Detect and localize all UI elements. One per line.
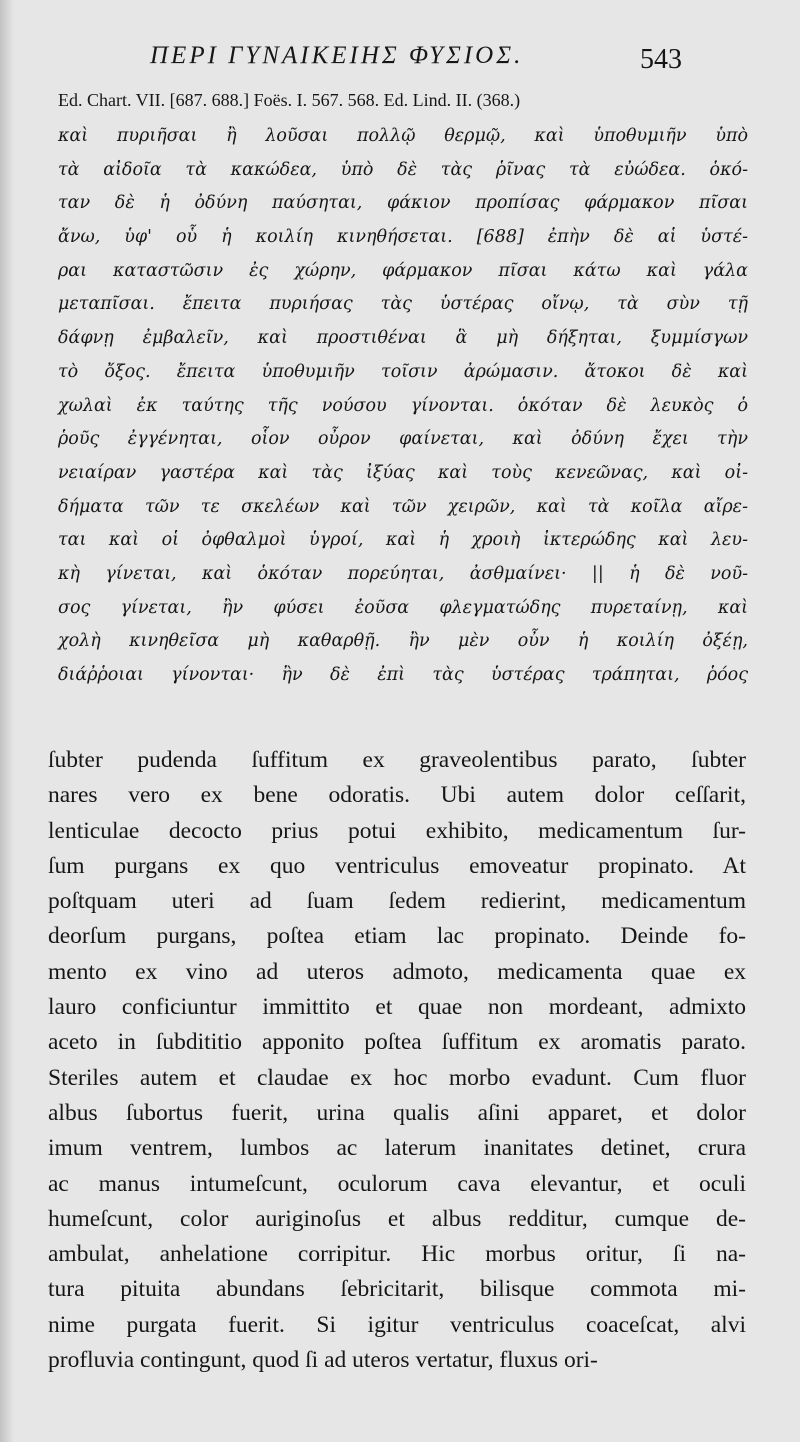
latin-text-line: albus ſubortus fuerit, urina qualis aſini apparet, et dolor: [48, 1099, 746, 1126]
greek-text-line: τὰ αἰδοῖα τὰ κακώδεα, ὑπὸ δὲ τὰς ῥῖνας τὰ εὐώδεα. ὁκό-: [58, 159, 748, 180]
latin-text-line: imum ventrem, lumbos ac laterum inanitates detinet, crura: [48, 1135, 746, 1162]
latin-text-line: ambulat, anhelatione corripitur. Hic morbus oritur, ſi na-: [48, 1241, 746, 1268]
latin-text-line: poſtquam uteri ad ſuam ſedem redierint, medicamentum: [48, 888, 746, 915]
latin-text-line: profluvia contingunt, quod ſi ad uteros vertatur, fluxus ori-: [48, 1347, 598, 1374]
greek-text-line: δήματα τῶν τε σκελέων καὶ τῶν χειρῶν, καὶ τὰ κοῖλα αἴρε-: [58, 496, 748, 517]
greek-text-block: [58, 120, 748, 693]
greek-text-line: κὴ γίνεται, καὶ ὁκόταν πορεύηται, ἀσθμαίνει· || ἡ δὲ νοῦ-: [58, 563, 748, 584]
greek-text-line: σος γίνεται, ἢν φύσει ἐοῦσα φλεγματώδης πυρεταίνῃ, καὶ: [58, 597, 748, 618]
latin-text-line: deorſum purgans, poſtea etiam lac propinato. Deinde fo-: [48, 923, 746, 950]
latin-text-line: tura pituita abundans ſebricitarit, bilisque commota mi-: [48, 1276, 746, 1303]
greek-text-line: χολὴ κινηθεῖσα μὴ καθαρθῇ. ἢν μὲν οὖν ἡ κοιλίη ὀξέῃ,: [58, 631, 748, 652]
latin-text-line: mento ex vino ad uteros admoto, medicamenta quae ex: [48, 958, 746, 985]
latin-text-line: Steriles autem et claudae ex hoc morbo evadunt. Cum fluor: [48, 1064, 746, 1091]
greek-text-line: τὸ ὄξος. ἔπειτα ὑποθυμιῆν τοῖσιν ἀρώμασιν. ἄτοκοι δὲ καὶ: [58, 361, 748, 382]
running-head: [0, 40, 800, 80]
latin-translation-block: [48, 743, 746, 1378]
greek-text-line: ταν δὲ ἡ ὀδύνη παύσηται, φάκιον προπίσας φάρμακον πῖσαι: [58, 193, 748, 214]
latin-text-line: ſum purgans ex quo ventriculus emoveatur propinato. At: [48, 852, 746, 879]
greek-text-line: ται καὶ οἱ ὀφθαλμοὶ ὑγροί, καὶ ἡ χροιὴ ἰκτερώδης καὶ λευ-: [58, 530, 748, 551]
greek-text-line: ραι καταστῶσιν ἐς χώρην, φάρμακον πῖσαι κάτω καὶ γάλα: [58, 260, 748, 281]
greek-text-line: χωλαὶ ἐκ ταύτης τῆς νούσου γίνονται. ὁκόταν δὲ λευκὸς ὁ: [58, 395, 748, 416]
greek-text-line: καὶ πυριῆσαι ἢ λοῦσαι πολλῷ θερμῷ, καὶ ὑποθυμιῆν ὑπὸ: [58, 126, 748, 146]
latin-text-line: lenticulae decocto prius potui exhibito, medicamentum ſur-: [48, 817, 746, 844]
greek-text-line: ἄνω, ὑφ' οὗ ἡ κοιλίη κινηθήσεται. [688] ἐπὴν δὲ αἱ ὑστέ-: [58, 227, 748, 248]
greek-text-line: δάφνῃ ἐμβαλεῖν, καὶ προστιθέναι ἃ μὴ δήξηται, ξυμμίσγων: [58, 328, 748, 349]
latin-text-line: lauro conficiuntur immittito et quae non mordeant, admixto: [48, 994, 746, 1021]
greek-text-line: νειαίραν γαστέρα καὶ τὰς ἰξύας καὶ τοὺς κενεῶνας, καὶ οἰ-: [58, 462, 748, 483]
edition-reference-line: Ed. Chart. VII. [687. 688.] Foës. I. 567. 568. Ed. Lind. II. (368.): [58, 90, 521, 110]
latin-text-line: nime purgata fuerit. Si igitur ventriculus coaceſcat, alvi: [48, 1311, 746, 1338]
latin-text-line: ac manus intumeſcunt, oculorum cava elevantur, et oculi: [48, 1170, 746, 1197]
latin-text-line: nares vero ex bene odoratis. Ubi autem dolor ceſſarit,: [48, 782, 746, 809]
running-title: ΠΕΡΙ ΓΥΝΑΙΚΕΙΗΣ ΦΥΣΙΟΣ.: [150, 42, 524, 69]
page-gutter-shadow: [0, 0, 14, 1442]
latin-text-line: ſubter pudenda ſuffitum ex graveolentibus parato, ſubter: [48, 747, 746, 773]
page-number: 543: [640, 44, 682, 75]
greek-text-line: διάῤῥοιαι γίνονται· ἢν δὲ ἐπὶ τὰς ὑστέρας τράπηται, ῥόος: [58, 665, 748, 685]
greek-text-line: ῥοῦς ἐγγένηται, οἷον οὖρον φαίνεται, καὶ ὀδύνη ἔχει τὴν: [58, 429, 748, 450]
latin-text-line: humeſcunt, color auriginoſus et albus redditur, cumque de-: [48, 1205, 746, 1232]
latin-text-line: aceto in ſubdititio apponito poſtea ſuffitum ex aromatis parato.: [48, 1029, 746, 1056]
greek-text-line: μεταπῖσαι. ἔπειτα πυριήσας τὰς ὑστέρας οἴνῳ, τὰ σὺν τῇ: [58, 294, 748, 315]
